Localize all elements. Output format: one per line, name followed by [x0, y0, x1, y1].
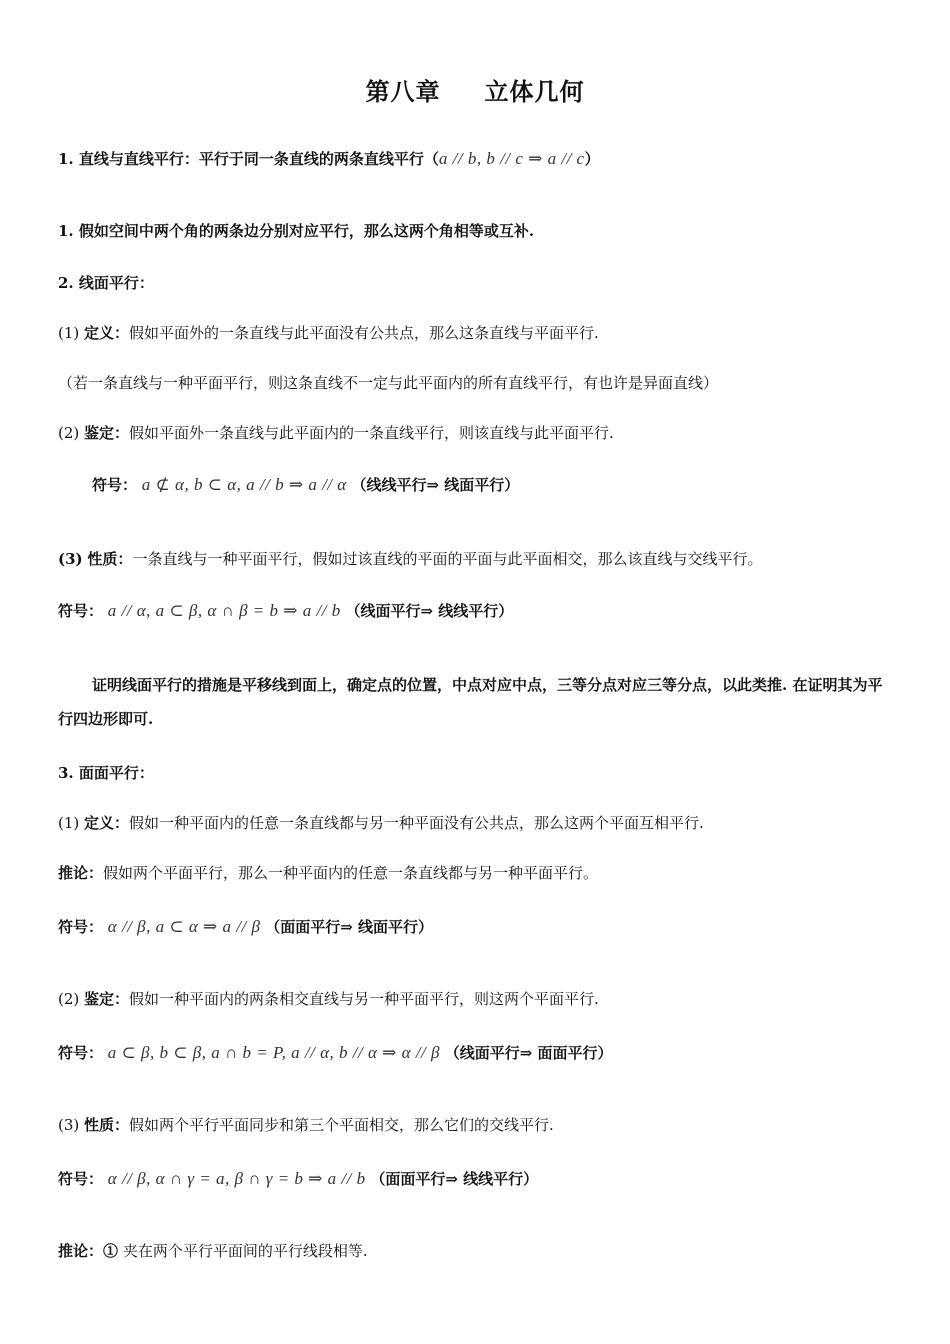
property-item: [58, 1114, 554, 1136]
item-text: 假如一种平面内的任意一条直线都与另一种平面没有公共点，那么这两个平面互相平行.: [129, 814, 704, 832]
formula: a // b, b // c ⇒ a // c: [438, 149, 585, 168]
item-label: 性质：: [87, 550, 133, 568]
section-heading: 线面平行：: [78, 274, 154, 292]
formula: a ⊂ β, b ⊂ β, a ∩ b = P, a // α, b // α ⇒ α // β: [107, 1043, 440, 1062]
symbol-label: 符号：: [58, 602, 104, 620]
section-line-plane-parallel: [58, 272, 154, 294]
corollary-item: [58, 862, 598, 884]
item-text: 夹在两个平行平面间的平行线段相等.: [122, 1242, 368, 1260]
definition-item: [58, 812, 704, 834]
item-label: 鉴定：: [84, 424, 130, 442]
section-plane-plane-parallel: [58, 762, 154, 784]
item-number: (2): [58, 424, 80, 442]
symbol-line: [58, 916, 433, 938]
item-text: 假如平面外一条直线与此平面内的一条直线平行，则该直线与此平面平行.: [129, 424, 614, 442]
item-number: (1): [58, 814, 80, 832]
formula-note: （面面平行⇒ 线面平行）: [265, 918, 434, 936]
formula-note: （线线平行⇒ 线面平行）: [351, 476, 520, 494]
section-heading: 面面平行：: [78, 764, 154, 782]
formula-note: （面面平行⇒ 线线平行）: [370, 1170, 539, 1188]
symbol-line: [58, 600, 513, 622]
item-text: 假如两个平面平行，那么一种平面内的任意一条直线都与另一种平面平行。: [103, 864, 599, 882]
formula-note: （线面平行⇒ 面面平行）: [444, 1044, 613, 1062]
item-text: 假如两个平行平面同步和第三个平面相交，那么它们的交线平行.: [129, 1116, 554, 1134]
section-number: 3.: [58, 764, 74, 782]
item-label: 定义：: [84, 324, 130, 342]
item-label: 推论：: [58, 864, 104, 882]
item-text: 一条直线与一种平面平行，假如过该直线的平面的平面与此平面相交，那么该直线与交线平行。: [132, 550, 763, 568]
symbol-label: 符号：: [58, 918, 104, 936]
judgement-item: [58, 988, 599, 1010]
item-number: (3): [58, 550, 83, 568]
symbol-line: [58, 1168, 538, 1190]
item-number: (1): [58, 324, 80, 342]
corollary-item: [58, 1240, 368, 1262]
section-number: 1.: [58, 150, 74, 168]
item-label: 鉴定：: [84, 990, 130, 1008]
formula: α // β, α ∩ γ = a, β ∩ γ = b ⇒ a // b: [107, 1169, 366, 1188]
section-line-parallel: [58, 148, 600, 170]
symbol-line: [58, 1042, 613, 1064]
proof-method-paragraph: 证明线面平行的措施是平移线到面上，确定点的位置，中点对应中点，三等分点对应三等分点，以此类推. 在证明其为平行四边形即可.: [58, 676, 883, 728]
chapter-title: [0, 72, 950, 107]
formula: a // α, a ⊂ β, α ∩ β = b ⇒ a // b: [107, 601, 341, 620]
note-line: [58, 372, 718, 394]
property-item: [58, 548, 762, 570]
symbol-label: 符号：: [58, 1044, 104, 1062]
item-text: 假如平面外的一条直线与此平面没有公共点，那么这条直线与平面平行.: [129, 324, 599, 342]
symbol-line: [92, 474, 519, 496]
item-number: (2): [58, 990, 80, 1008]
section-text: 直线与直线平行：平行于同一条直线的两条直线平行（: [78, 150, 439, 168]
chapter-name: 立体几何: [484, 78, 585, 106]
symbol-label: 符号：: [58, 1170, 104, 1188]
formula: a ⊄ α, b ⊂ α, a // b ⇒ a // α: [141, 475, 347, 494]
formula: α // β, a ⊂ α ⇒ a // β: [107, 917, 261, 936]
item-text: 假如一种平面内的两条相交直线与另一种平面平行，则这两个平面平行.: [129, 990, 599, 1008]
item-label: 性质：: [84, 1116, 130, 1134]
definition-item: [58, 322, 599, 344]
formula-note: （线面平行⇒ 线线平行）: [345, 602, 514, 620]
angle-theorem: [58, 220, 534, 242]
close-paren: ）: [584, 150, 600, 168]
item-number: ①: [103, 1242, 119, 1260]
chapter-number: 第八章: [365, 78, 441, 106]
judgement-item: [58, 422, 614, 444]
note-text: （若一条直线与一种平面平行，则这条直线不一定与此平面内的所有直线平行，有也许是异面直线）: [58, 374, 719, 392]
item-label: 定义：: [84, 814, 130, 832]
section-number: 1.: [58, 222, 74, 240]
item-label: 推论：: [58, 1242, 104, 1260]
item-number: (3): [58, 1116, 80, 1134]
section-text: 假如空间中两个角的两条边分别对应平行，那么这两个角相等或互补.: [78, 222, 535, 240]
symbol-label: 符号：: [92, 476, 138, 494]
section-number: 2.: [58, 274, 74, 292]
